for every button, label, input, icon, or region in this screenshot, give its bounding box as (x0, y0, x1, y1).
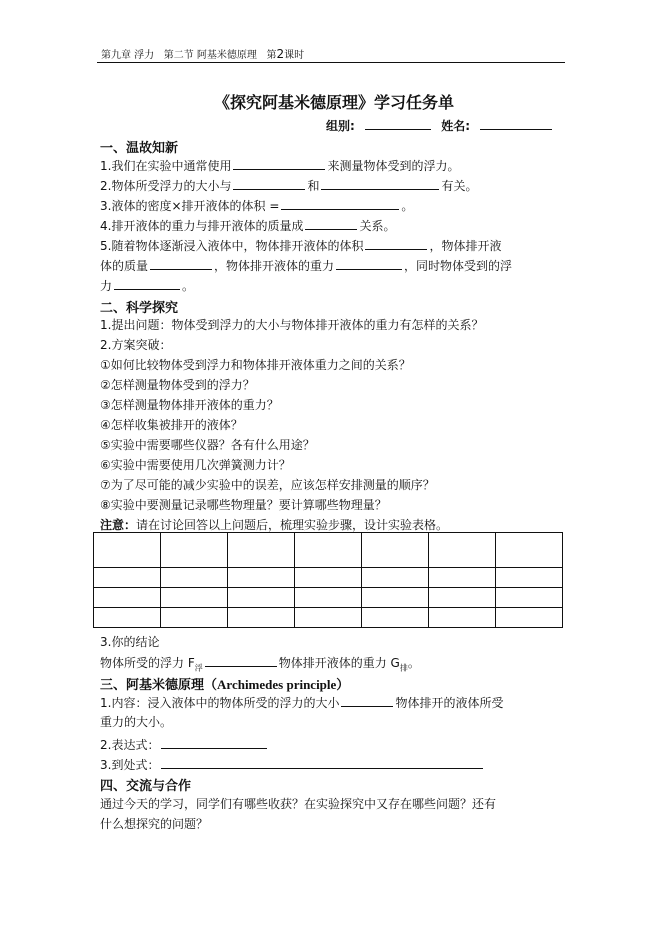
group-blank[interactable] (365, 117, 431, 130)
review-q5-line3: 力 。 (100, 279, 195, 293)
table-cell[interactable] (496, 608, 563, 628)
inquiry-question: 1.提出问题：物体受到浮力的大小与物体排开液体的重力有怎样的关系？ (100, 318, 484, 332)
header-lesson-post: 课时 (284, 50, 305, 61)
table-cell[interactable] (161, 608, 228, 628)
table-row (94, 533, 563, 568)
sub-displaced: 排 (399, 663, 408, 673)
derivation-blank[interactable] (161, 756, 483, 769)
table-cell[interactable] (496, 533, 563, 568)
derivation: 3.到处式： (100, 756, 483, 773)
name-blank[interactable] (480, 117, 552, 130)
table-cell[interactable] (295, 608, 362, 628)
table-cell[interactable] (295, 533, 362, 568)
header-section: 第二节 阿基米德原理 (163, 50, 257, 61)
table-cell[interactable] (161, 533, 228, 568)
q1-blank[interactable] (233, 157, 325, 170)
q5-blank-3[interactable] (336, 257, 402, 270)
table-cell[interactable] (362, 608, 429, 628)
table-cell[interactable] (161, 588, 228, 608)
q2-blank-2[interactable] (321, 177, 439, 190)
student-fields (326, 117, 552, 134)
sub-buoyancy: 浮 (194, 663, 203, 673)
section-heading-inquiry: 二、科学探究 (100, 301, 179, 316)
q4-blank[interactable] (305, 217, 357, 230)
section-heading-principle: 三、阿基米德原理（Archimedes principle） (100, 677, 350, 693)
note (100, 517, 448, 533)
table-cell[interactable] (94, 568, 161, 588)
header-lesson-pre: 第 (266, 50, 277, 61)
plan-item: ⑤实验中需要哪些仪器？各有什么用途？ (100, 438, 315, 452)
page-title: 《探究阿基米德原理》学习任务单 (214, 93, 455, 112)
table-row (94, 588, 563, 608)
principle-english: Archimedes principle (217, 677, 337, 692)
table-cell[interactable] (228, 568, 295, 588)
experiment-table (93, 532, 563, 628)
discussion-text: 通过今天的学习，同学们有哪些收获？在实验探究中又存在哪些问题？还有 (100, 797, 497, 811)
section-heading-discussion: 四、交流与合作 (100, 779, 192, 794)
formula-blank[interactable] (161, 736, 267, 749)
table-cell[interactable] (362, 588, 429, 608)
table-cell[interactable] (496, 588, 563, 608)
table-cell[interactable] (94, 608, 161, 628)
review-q1: 1.我们在实验中通常使用 来测量物体受到的浮力。 (100, 159, 460, 173)
table-cell[interactable] (362, 533, 429, 568)
section-heading-review: 一、温故知新 (100, 141, 179, 156)
principle-content: 1.内容：浸入液体中的物体所受的浮力的大小 物体排开的液体所受 (100, 696, 504, 710)
plan-item: ②怎样测量物体受到的浮力？ (100, 378, 255, 392)
table-cell[interactable] (496, 568, 563, 588)
plan-item: ①如何比较物体受到浮力和物体排开液体重力之间的关系？ (100, 358, 411, 372)
table-cell[interactable] (94, 533, 161, 568)
discussion-text-2: 什么想探究的问题？ (100, 817, 209, 831)
table-cell[interactable] (228, 533, 295, 568)
formula: 2.表达式： (100, 736, 267, 753)
table-cell[interactable] (429, 588, 496, 608)
header-lesson-num: 2 (276, 47, 285, 61)
table-row (94, 608, 563, 628)
page-header (101, 46, 304, 61)
q2-blank-1[interactable] (233, 177, 305, 190)
review-q4: 4.排开液体的重力与排开液体的质量成 关系。 (100, 219, 396, 233)
table-cell[interactable] (295, 588, 362, 608)
review-q2: 2.物体所受浮力的大小与 和 有关。 (100, 179, 478, 193)
table-cell[interactable] (228, 608, 295, 628)
table-cell[interactable] (161, 568, 228, 588)
plan-item: ⑥实验中需要使用几次弹簧测力计？ (100, 458, 291, 472)
header-chapter: 第九章 浮力 (101, 50, 155, 61)
q5-blank-2[interactable] (150, 257, 212, 270)
principle-blank[interactable] (341, 694, 393, 707)
plan-item: ⑦为了尽可能的减少实验中的误差，应该怎样安排测量的顺序？ (100, 478, 435, 492)
plan-item: ④怎样收集被排开的液体？ (100, 418, 243, 432)
header-rule (97, 62, 565, 63)
table-cell[interactable] (429, 568, 496, 588)
plan-item: ③怎样测量物体排开液体的重力？ (100, 398, 279, 412)
q5-blank-1[interactable] (365, 237, 427, 250)
table-cell[interactable] (94, 588, 161, 608)
group-label: 组别: (326, 119, 355, 133)
note-text: 请在讨论回答以上问题后，梳理实验步骤，设计实验表格。 (136, 518, 449, 532)
plan-item: ⑧实验中要测量记录哪些物理量？要计算哪些物理量？ (100, 498, 387, 512)
note-label: 注意： (100, 518, 137, 532)
table-cell[interactable] (228, 588, 295, 608)
table-row (94, 568, 563, 588)
conclusion-label: 3.你的结论 (100, 635, 160, 649)
q3-blank[interactable] (281, 197, 399, 210)
q5-blank-4[interactable] (114, 277, 180, 290)
review-q3: 3.液体的密度×排开液体的体积 = 。 (100, 199, 414, 213)
name-label: 姓名: (441, 119, 470, 133)
conclusion-blank[interactable] (205, 654, 277, 667)
inquiry-plan: 2.方案突破： (100, 338, 172, 352)
conclusion: 物体所受的浮力 $F_浮$ 物体排开液体的重力 $G_排$。 (100, 656, 420, 673)
table-cell[interactable] (429, 608, 496, 628)
review-q5-line2: 体的质量 ，物体排开液体的重力 ，同时物体受到的浮 (100, 259, 513, 273)
table-cell[interactable] (295, 568, 362, 588)
table-cell[interactable] (429, 533, 496, 568)
principle-content-2: 重力的大小。 (100, 715, 173, 729)
review-q5-line1: 5.随着物体逐渐浸入液体中，物体排开液体的体积 ，物体排开液 (100, 239, 502, 253)
table-cell[interactable] (362, 568, 429, 588)
